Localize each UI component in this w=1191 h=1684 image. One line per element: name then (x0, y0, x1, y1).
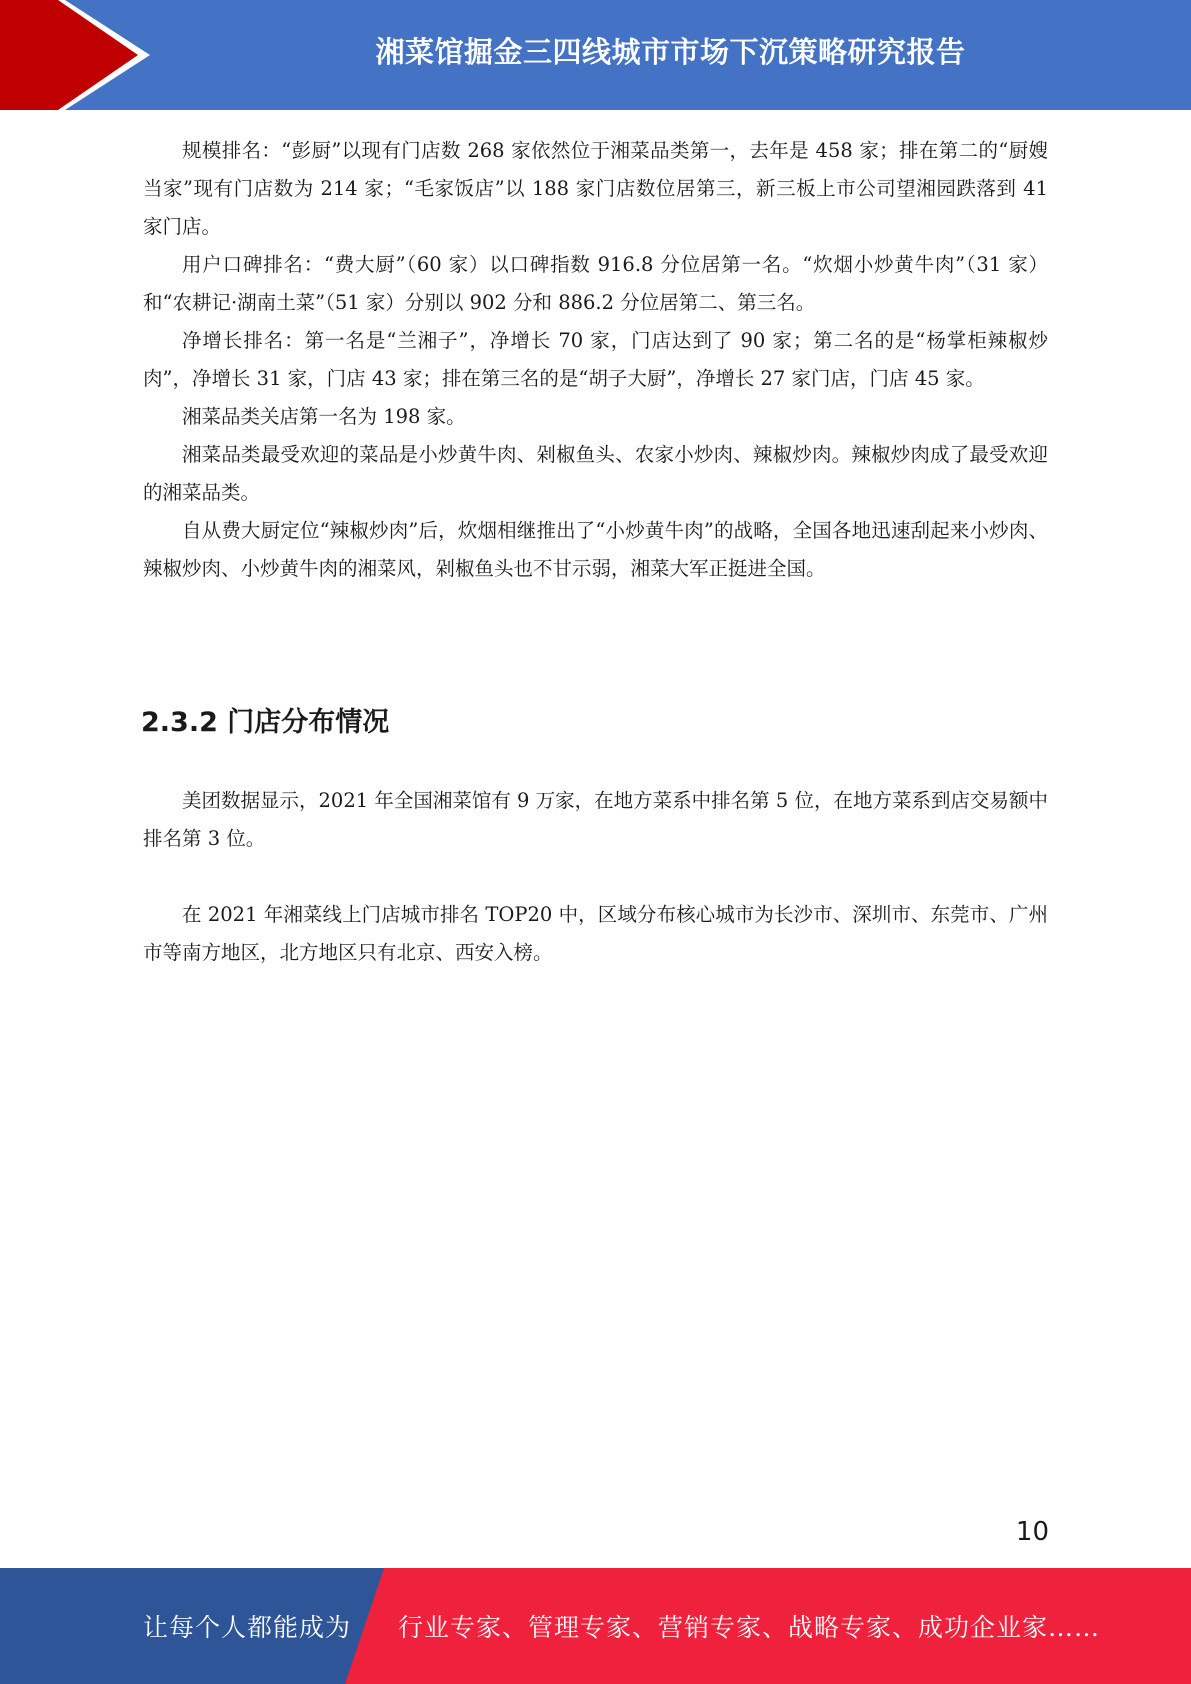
paragraph-reputation-ranking: 用户口碑排名：“费大厨”（60 家）以口碑指数 916.8 分位居第一名。“炊烟小炒黄牛肉”（31 家）和“农耕记·湖南土菜”（51 家）分别以 902 分和 886.2 分位居第二、第三名。 (143, 253, 1048, 314)
paragraph-meituan-data: 美团数据显示，2021 年全国湘菜馆有 9 万家，在地方菜系中排名第 5 位，在地方菜系到店交易额中排名第 3 位。 (143, 789, 1048, 850)
page-number: 10 (1015, 1517, 1049, 1547)
document-title: 湘菜馆掘金三四线城市市场下沉策略研究报告 (375, 34, 966, 69)
paragraph-top20-cities: 在 2021 年湘菜线上门店城市排名 TOP20 中，区域分布核心城市为长沙市、深圳市、东莞市、广州市等南方地区，北方地区只有北京、西安入榜。 (143, 903, 1048, 964)
footer-slogan-left: 让每个人都能成为 (143, 1613, 352, 1642)
paragraph-popular-dishes: 湘菜品类最受欢迎的菜品是小炒黄牛肉、剁椒鱼头、农家小炒肉、辣椒炒肉。辣椒炒肉成了最受欢迎的湘菜品类。 (143, 443, 1048, 504)
footer-slogan-right: 行业专家、管理专家、营销专家、战略专家、成功企业家…… (398, 1613, 1101, 1642)
section-paragraph-top20 (143, 896, 1048, 972)
section-paragraph-meituan (143, 782, 1048, 858)
paragraph-growth-ranking: 净增长排名：第一名是“兰湘子”，净增长 70 家，门店达到了 90 家；第二名的是“杨掌柜辣椒炒肉”，净增长 31 家，门店 43 家；排在第三名的是“胡子大厨”，净增长 27 家门店，门店 45 家。 (143, 329, 1048, 390)
paragraph-scale-ranking: 规模排名：“彭厨”以现有门店数 268 家依然位于湘菜品类第一，去年是 458 家；排在第二的“厨嫂当家”现有门店数为 214 家；“毛家饭店”以 188 家门店数位居第三，新三板上市公司望湘园跌落到 41 家门店。 (143, 139, 1048, 238)
paragraph-trend: 自从费大厨定位“辣椒炒肉”后，炊烟相继推出了“小炒黄牛肉”的战略，全国各地迅速刮起来小炒肉、辣椒炒肉、小炒黄牛肉的湘菜风，剁椒鱼头也不甘示弱，湘菜大军正挺进全国。 (143, 519, 1048, 580)
paragraph-closures: 湘菜品类关店第一名为 198 家。 (182, 405, 466, 428)
footer-bar (0, 1568, 1191, 1684)
body-text (143, 132, 1048, 588)
section-heading: 2.3.2 门店分布情况 (141, 707, 390, 738)
header-bar (0, 0, 1191, 110)
